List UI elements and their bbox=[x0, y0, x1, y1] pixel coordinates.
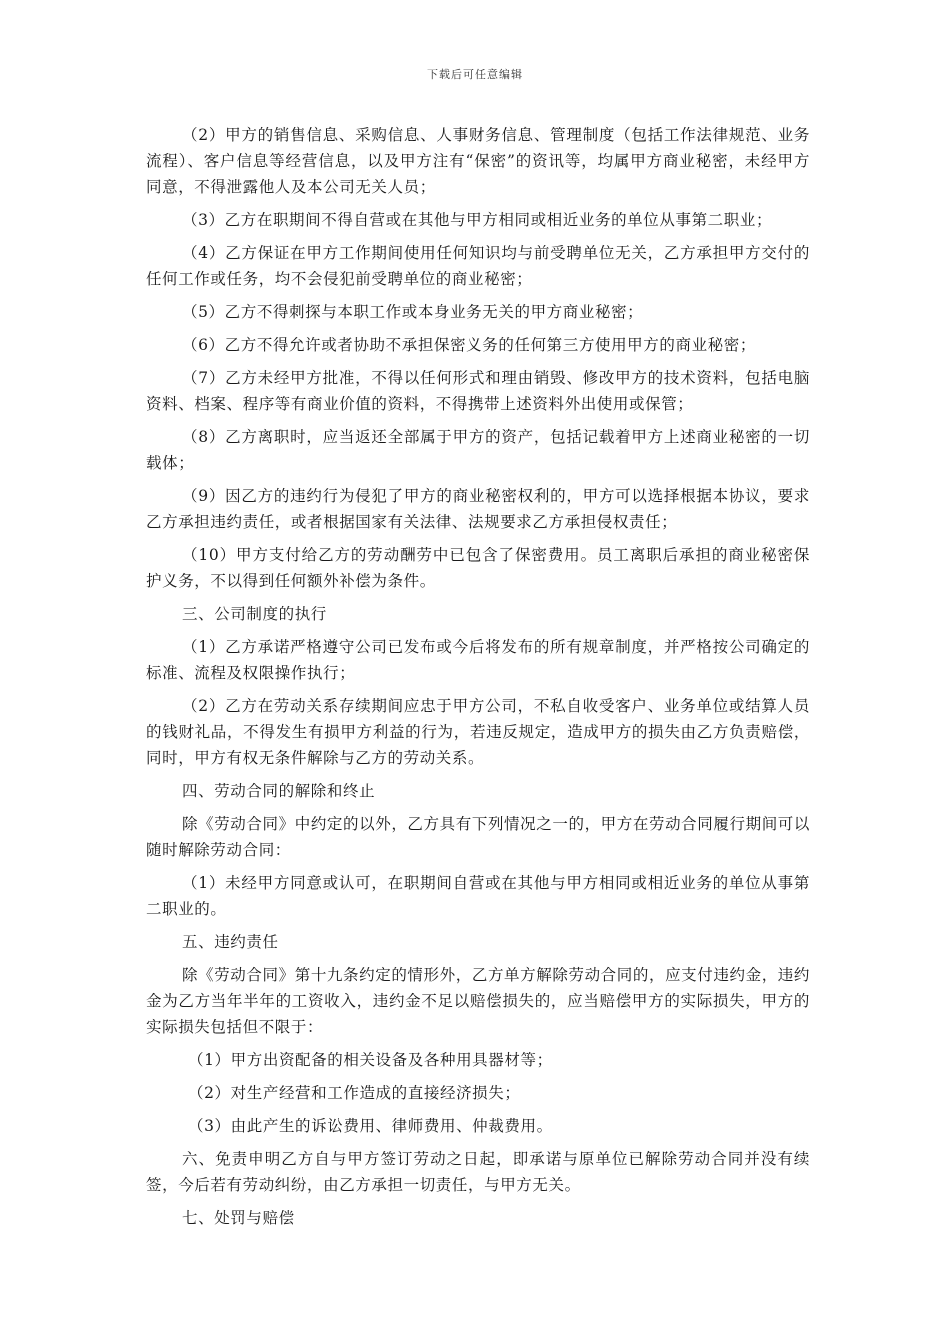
section-5-item-1: （1）甲方出资配备的相关设备及各种用具器材等； bbox=[188, 1051, 553, 1069]
section-5-item-2: （2）对生产经营和工作造成的直接经济损失； bbox=[188, 1084, 521, 1102]
section-6-disclaimer: 六、免责申明乙方自与甲方签订劳动之日起，即承诺与原单位已解除劳动合同并没有续签，今后若有劳动纠纷，由乙方承担一切责任，与甲方无关。 bbox=[146, 1150, 810, 1194]
clause-2-trade-secrets: （2）甲方的销售信息、采购信息、人事财务信息、管理制度（包括工作法律规范、业务流程）、客户信息等经营信息，以及甲方注有“保密”的资讯等，均属甲方商业秘密，未经甲方同意，不得泄露他人及本公司无关人员； bbox=[146, 126, 810, 196]
section-5-item-3: （3）由此产生的诉讼费用、律师费用、仲裁费用。 bbox=[188, 1117, 553, 1135]
section-heading-3: 三、公司制度的执行 bbox=[182, 605, 327, 623]
section-4-intro: 除《劳动合同》中约定的以外，乙方具有下列情况之一的，甲方在劳动合同履行期间可以随时解除劳动合同： bbox=[146, 815, 810, 859]
clause-8-return-assets: （8）乙方离职时，应当返还全部属于甲方的资产，包括记载着甲方上述商业秘密的一切载体； bbox=[146, 428, 810, 472]
page-header: 下载后可任意编辑 bbox=[427, 68, 523, 81]
section-4-clause-1: （1）未经甲方同意或认可，在职期间自营或在其他与甲方相同或相近业务的单位从事第二职业的。 bbox=[146, 874, 810, 918]
clause-6-third-party: （6）乙方不得允许或者协助不承担保密义务的任何第三方使用甲方的商业秘密； bbox=[182, 336, 756, 354]
clause-4-prior-employer: （4）乙方保证在甲方工作期间使用任何知识均与前受聘单位无关，乙方承担甲方交付的任何工作或任务，均不会侵犯前受聘单位的商业秘密； bbox=[146, 244, 810, 288]
section-3-clause-1: （1）乙方承诺严格遵守公司已发布或今后将发布的所有规章制度，并严格按公司确定的标准、流程及权限操作执行； bbox=[146, 638, 810, 682]
document-body bbox=[146, 122, 810, 1238]
section-3-clause-2: （2）乙方在劳动关系存续期间应忠于甲方公司，不私自收受客户、业务单位或结算人员的钱财礼品，不得发生有损甲方利益的行为，若违反规定，造成甲方的损失由乙方负责赔偿，同时，甲方有权无条件解除与乙方的劳动关系。 bbox=[146, 697, 810, 767]
section-heading-4: 四、劳动合同的解除和终止 bbox=[182, 782, 376, 800]
clause-5-no-spying: （5）乙方不得刺探与本职工作或本身业务无关的甲方商业秘密； bbox=[182, 303, 644, 321]
clause-10-compensation: （10）甲方支付给乙方的劳动酬劳中已包含了保密费用。员工离职后承担的商业秘密保护义务，不以得到任何额外补偿为条件。 bbox=[146, 546, 810, 590]
section-heading-5: 五、违约责任 bbox=[182, 933, 279, 951]
section-5-intro: 除《劳动合同》第十九条约定的情形外，乙方单方解除劳动合同的，应支付违约金，违约金为乙方当年半年的工资收入，违约金不足以赔偿损失的，应当赔偿甲方的实际损失，甲方的实际损失包括但不限于： bbox=[146, 966, 810, 1036]
clause-3-second-job: （3）乙方在职期间不得自营或在其他与甲方相同或相近业务的单位从事第二职业； bbox=[182, 211, 773, 229]
section-heading-7: 七、处罚与赔偿 bbox=[182, 1209, 295, 1227]
clause-7-materials: （7）乙方未经甲方批准，不得以任何形式和理由销毁、修改甲方的技术资料，包括电脑资料、档案、程序等有商业价值的资料，不得携带上述资料外出使用或保管； bbox=[146, 369, 810, 413]
clause-9-liability: （9）因乙方的违约行为侵犯了甲方的商业秘密权利的，甲方可以选择根据本协议，要求乙方承担违约责任，或者根据国家有关法律、法规要求乙方承担侵权责任； bbox=[146, 487, 810, 531]
